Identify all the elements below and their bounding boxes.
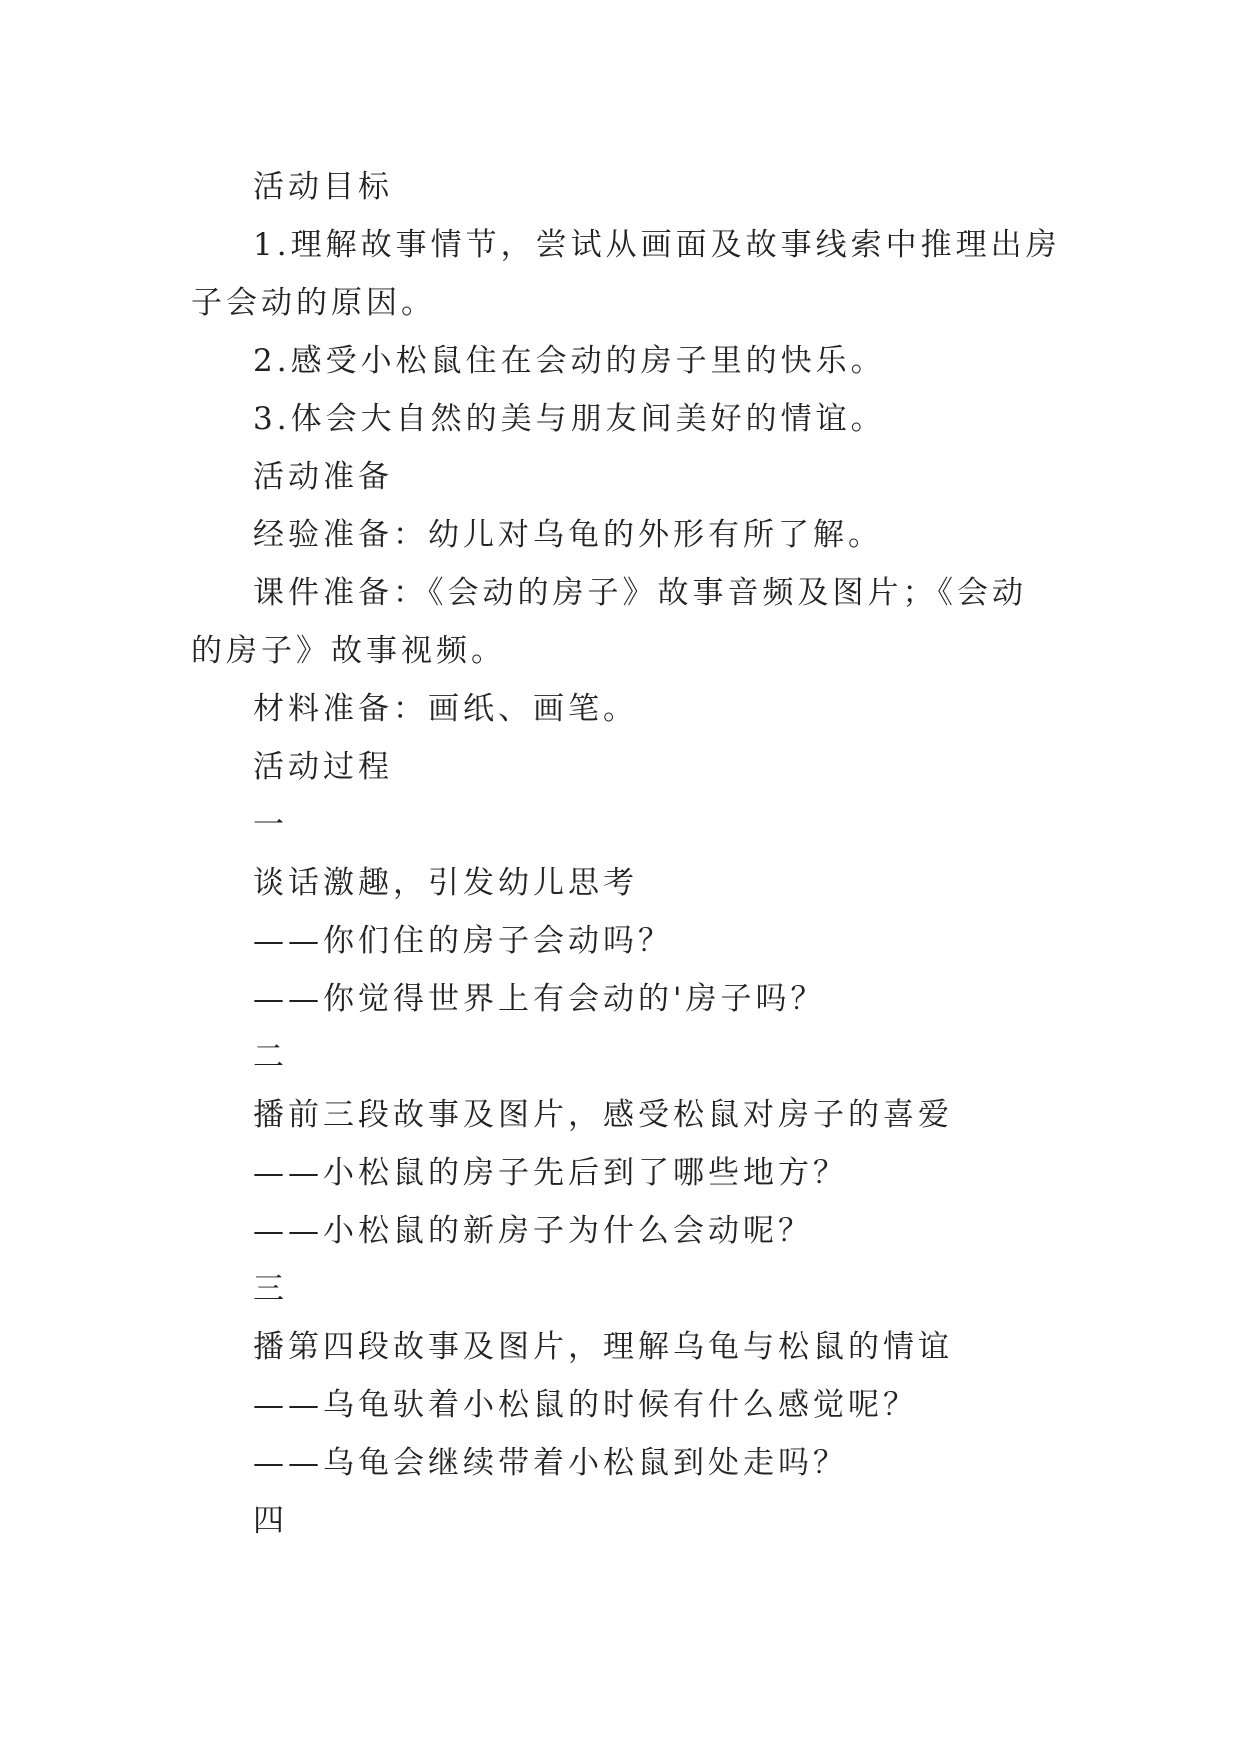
question-item: ——小松鼠的房子先后到了哪些地方？ — [253, 1155, 848, 1191]
step-number-3: 三 — [253, 1271, 288, 1307]
goal-item-2: 2.感受小松鼠住在会动的房子里的快乐。 — [253, 343, 886, 379]
question-item: ——小松鼠的新房子为什么会动呢？ — [253, 1213, 813, 1249]
question-item: ——你们住的房子会动吗？ — [253, 923, 673, 959]
step-title-2: 播前三段故事及图片，感受松鼠对房子的喜爱 — [253, 1097, 953, 1133]
prep-courseware: 课件准备：《会动的房子》故事音频及图片；《会动的房子》故事视频。 — [191, 575, 1027, 669]
prep-experience: 经验准备：幼儿对乌龟的外形有所了解。 — [253, 517, 883, 553]
goal-item-1: 1.理解故事情节，尝试从画面及故事线索中推理出房子会动的原因。 — [191, 227, 1061, 321]
question-item: ——乌龟会继续带着小松鼠到处走吗？ — [253, 1445, 848, 1481]
section-heading-goals: 活动目标 — [253, 169, 393, 205]
question-item: ——乌龟驮着小松鼠的时候有什么感觉呢？ — [253, 1387, 918, 1423]
step-title-3: 播第四段故事及图片，理解乌龟与松鼠的情谊 — [253, 1329, 953, 1365]
goal-item-3: 3.体会大自然的美与朋友间美好的情谊。 — [253, 401, 886, 437]
section-heading-preparation: 活动准备 — [253, 459, 393, 495]
section-heading-process: 活动过程 — [253, 749, 393, 785]
step-number-1: 一 — [253, 807, 288, 843]
step-number-4: 四 — [253, 1503, 288, 1539]
step-number-2: 二 — [253, 1039, 288, 1075]
step-title-1: 谈话激趣，引发幼儿思考 — [253, 865, 638, 901]
prep-materials: 材料准备：画纸、画笔。 — [253, 691, 638, 727]
document-body — [191, 158, 1061, 1550]
question-item: ——你觉得世界上有会动的'房子吗？ — [253, 981, 826, 1017]
